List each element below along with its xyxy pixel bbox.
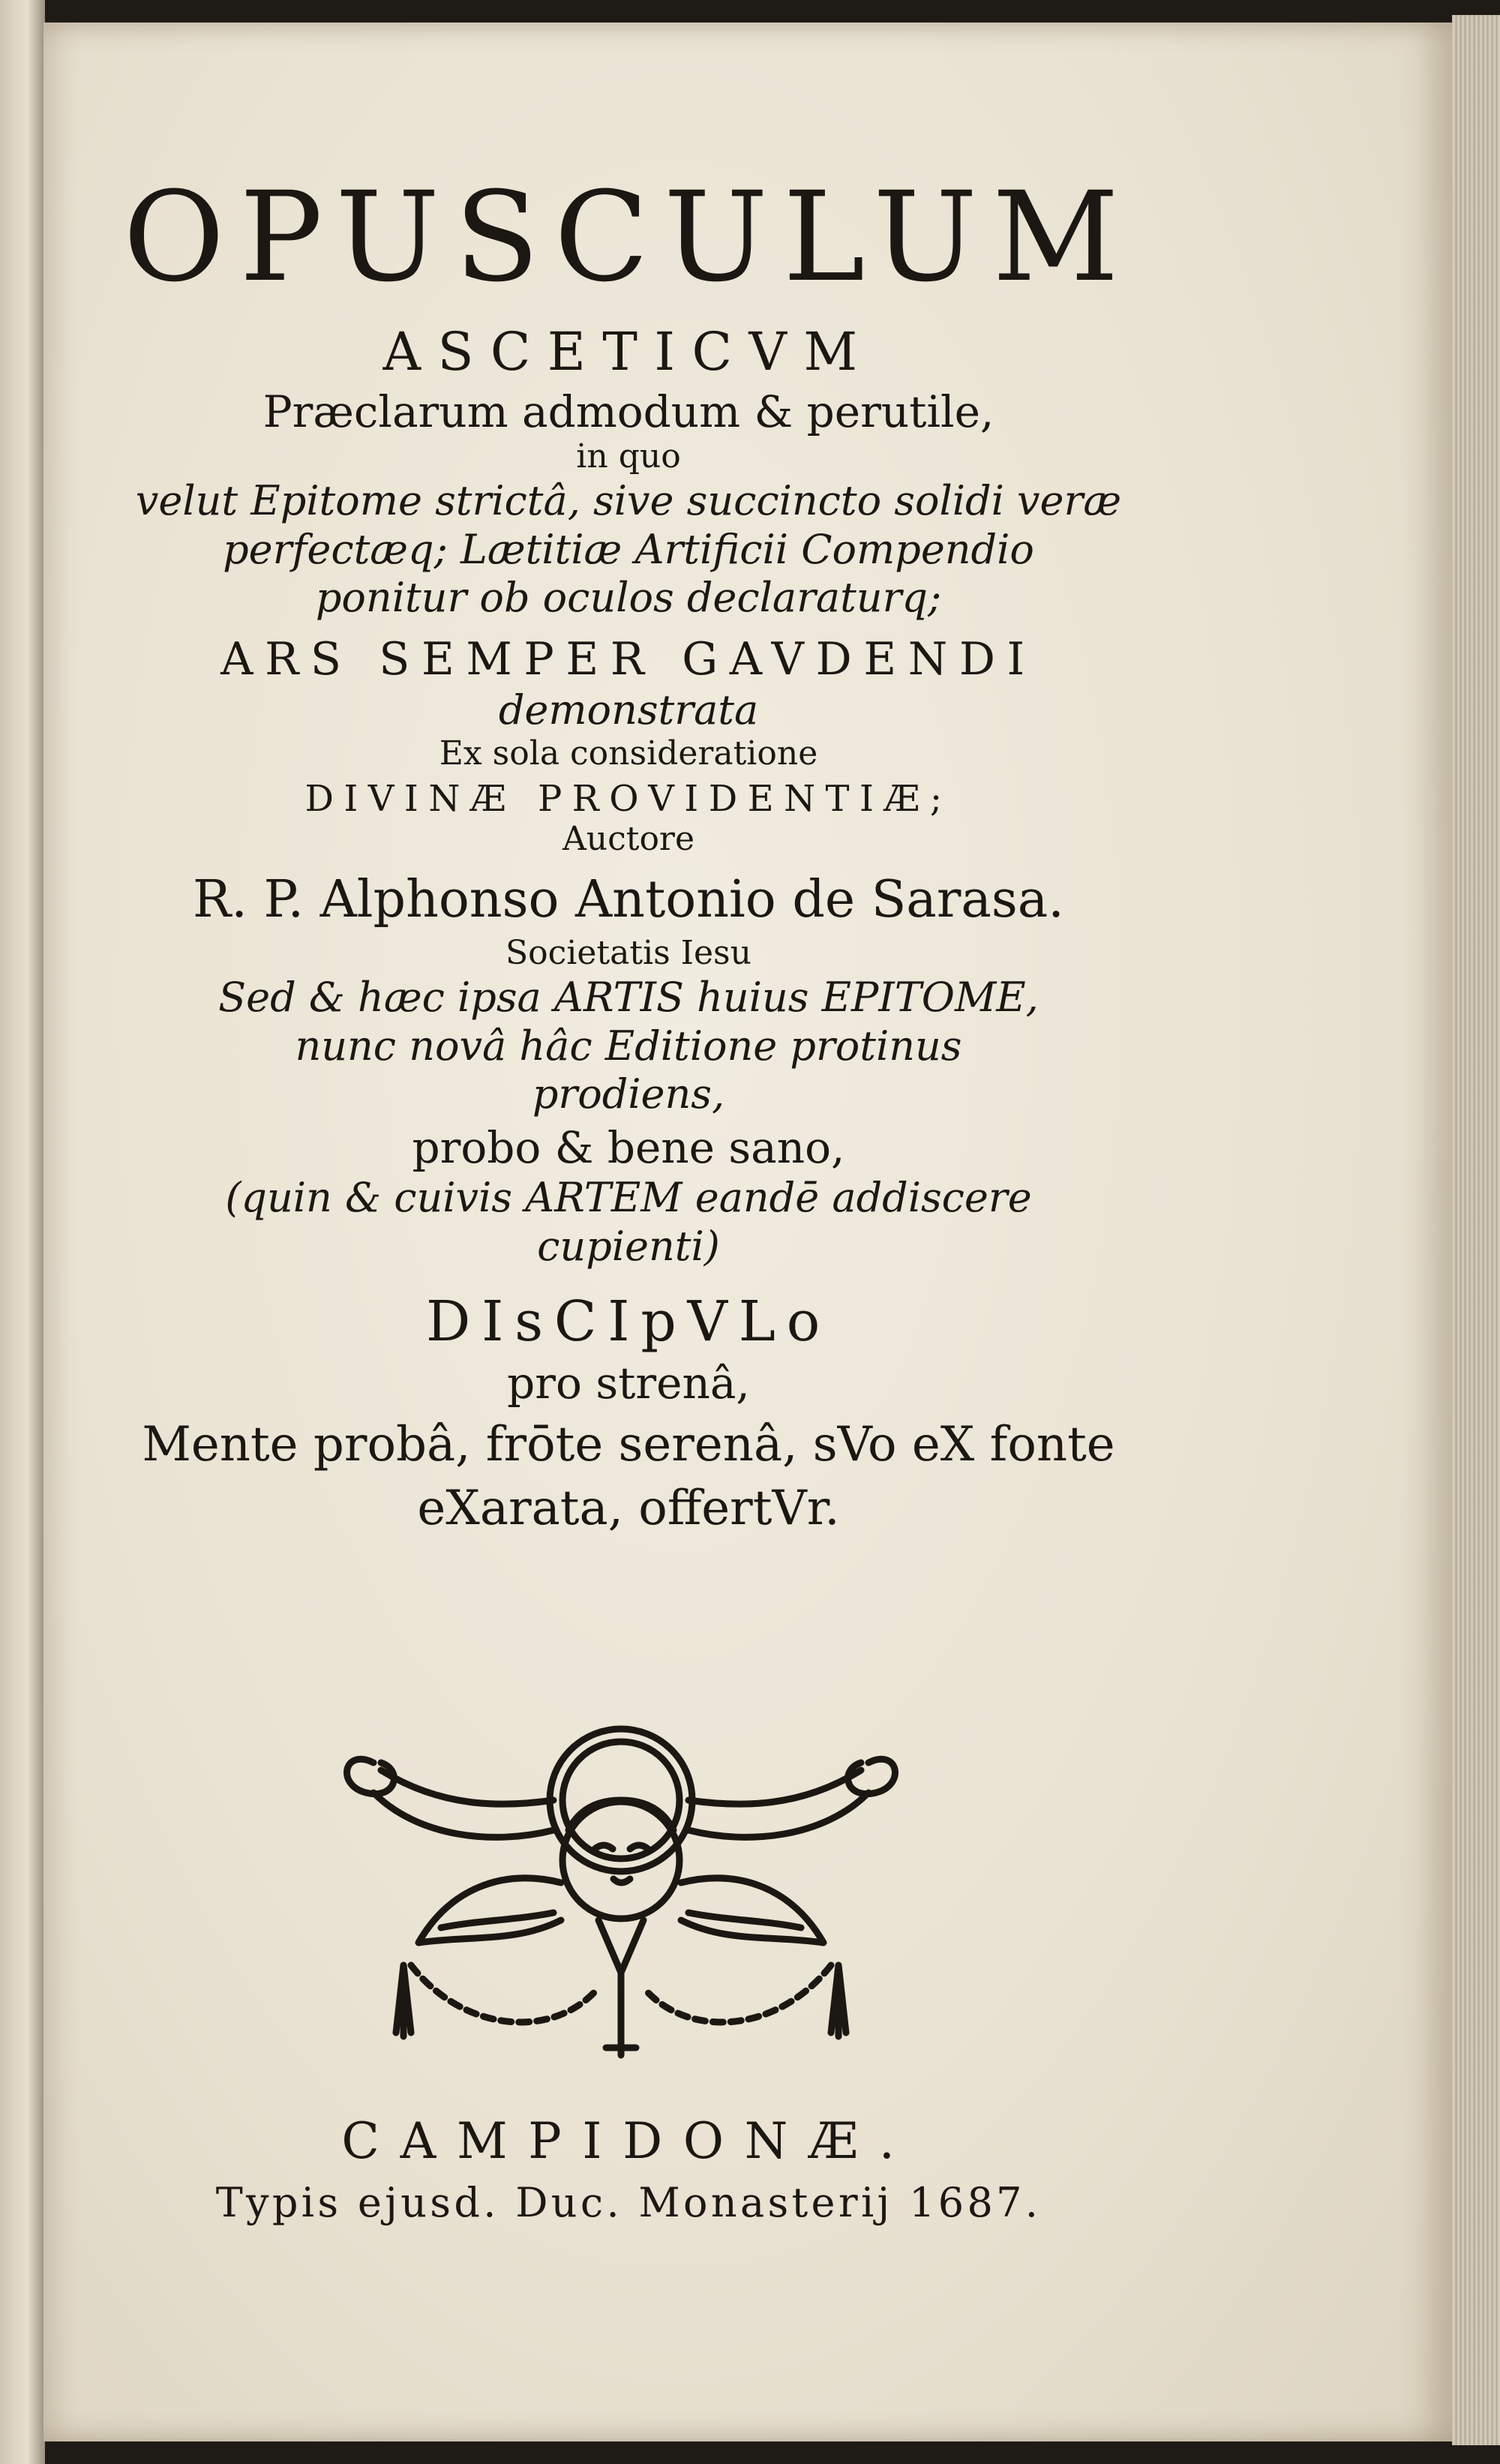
demonstrata-line: demonstrata bbox=[498, 686, 759, 734]
page-title: OPUSCULUM bbox=[123, 165, 1134, 309]
text-line-3: velut Epitome strictâ, sive succincto solidi veræ bbox=[135, 476, 1122, 524]
page-subtitle: ASCETICVM bbox=[382, 321, 874, 383]
societatis-line: Societatis Iesu bbox=[506, 933, 752, 972]
ars-line: ARS SEMPER GAVDENDI bbox=[220, 632, 1036, 686]
text-line-4: perfectæq; Lætitiæ Artificii Compendio bbox=[223, 525, 1034, 573]
text-line-1: Præclarum admodum & perutile, bbox=[262, 386, 994, 437]
pro-strena-line: pro strenâ, bbox=[507, 1357, 750, 1409]
imprint-line: Typis ejusd. Duc. Monasterij 1687. bbox=[215, 2179, 1042, 2227]
ex-sola-line: Ex sola consideratione bbox=[439, 734, 818, 773]
exarata-line: eXarata, offertVr. bbox=[417, 1481, 840, 1537]
probo-line: probo & bene sano, bbox=[412, 1121, 845, 1173]
text-line-2: in quo bbox=[576, 437, 681, 476]
divinae-line: DIVINÆ PROVIDENTIÆ; bbox=[304, 777, 952, 820]
page-fore-edge bbox=[1452, 15, 1500, 2445]
text-line-5: ponitur ob oculos declaraturq; bbox=[315, 574, 942, 622]
imprint-city: CAMPIDONÆ. bbox=[341, 2112, 916, 2170]
mente-line: Mente probâ, frōte serenâ, sVo eX fonte bbox=[142, 1416, 1115, 1472]
prodiens-line: prodiens, bbox=[532, 1070, 725, 1118]
imprint bbox=[104, 2112, 1154, 2227]
author-line: R. P. Alphonso Antonio de Sarasa. bbox=[193, 870, 1064, 930]
winged-cherub-ornament-icon bbox=[328, 1718, 914, 2078]
nunc-line: nunc novâ hâc Editione protinus bbox=[295, 1022, 962, 1070]
sed-line: Sed & hæc ipsa ARTIS huius EPITOME, bbox=[218, 973, 1039, 1021]
auctore-line: Auctore bbox=[562, 820, 694, 859]
title-page bbox=[44, 23, 1454, 2441]
cupienti-line: cupienti) bbox=[537, 1222, 720, 1270]
facing-page-edge bbox=[0, 0, 45, 2464]
quin-line: (quin & cuivis ARTEM eandē addiscere bbox=[225, 1173, 1032, 1221]
discipulo-line: DIsCIpVLo bbox=[425, 1289, 832, 1355]
title-page-text bbox=[104, 165, 1154, 1537]
